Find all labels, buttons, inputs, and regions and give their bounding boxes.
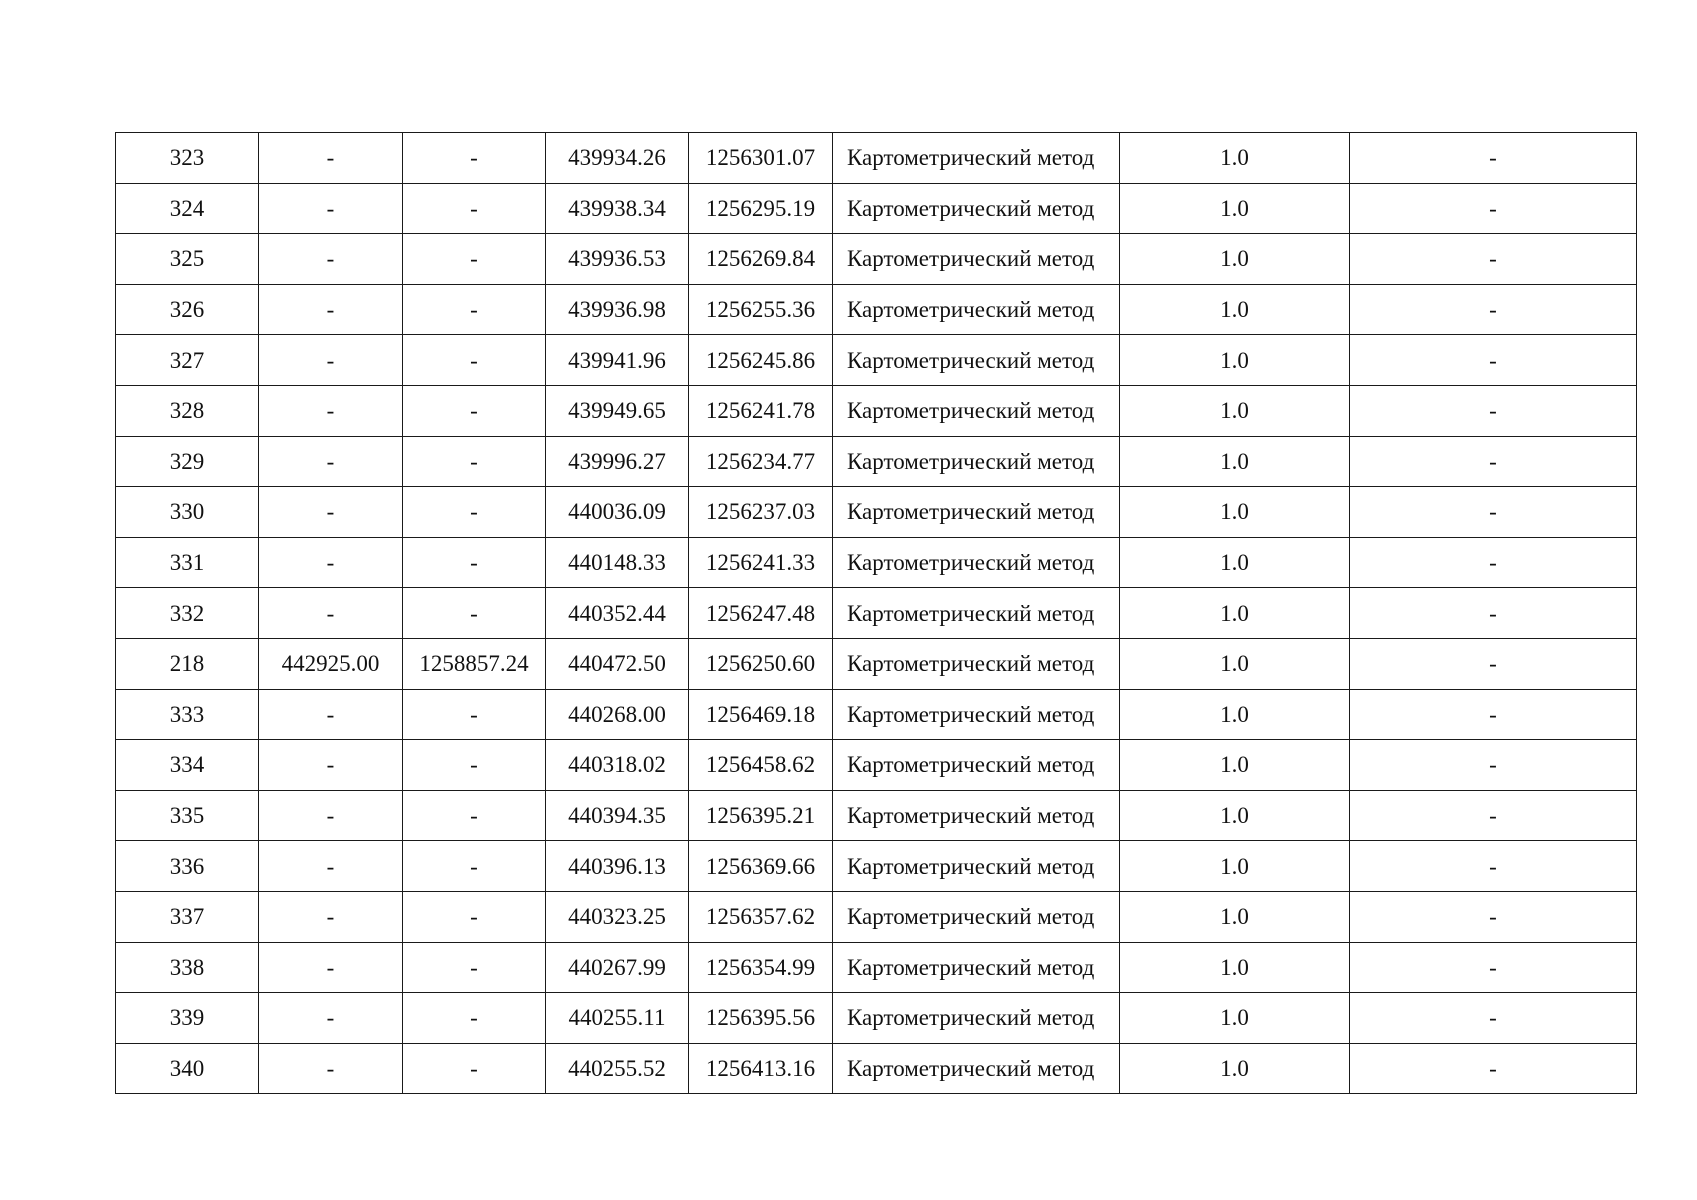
old-y-cell: -: [403, 385, 546, 436]
new-y-cell: 1256250.60: [689, 638, 833, 689]
description-cell: -: [1350, 942, 1637, 993]
description-cell: -: [1350, 183, 1637, 234]
old-x-cell: -: [259, 183, 403, 234]
accuracy-cell: 1.0: [1120, 1043, 1350, 1094]
description-cell: -: [1350, 689, 1637, 740]
method-cell: Картометрический метод: [833, 385, 1120, 436]
table-row: [116, 133, 1637, 184]
new-y-cell: 1256354.99: [689, 942, 833, 993]
new-x-cell: 439949.65: [546, 385, 689, 436]
table-row: [116, 588, 1637, 639]
description-cell: -: [1350, 537, 1637, 588]
table-row: [116, 284, 1637, 335]
method-cell: Картометрический метод: [833, 436, 1120, 487]
old-y-cell: -: [403, 993, 546, 1044]
table-row: [116, 891, 1637, 942]
new-y-cell: 1256241.78: [689, 385, 833, 436]
table-row: [116, 183, 1637, 234]
accuracy-cell: 1.0: [1120, 740, 1350, 791]
old-x-cell: 442925.00: [259, 638, 403, 689]
new-y-cell: 1256247.48: [689, 588, 833, 639]
description-cell: -: [1350, 740, 1637, 791]
old-y-cell: -: [403, 588, 546, 639]
accuracy-cell: 1.0: [1120, 436, 1350, 487]
point-number-cell: 333: [116, 689, 259, 740]
accuracy-cell: 1.0: [1120, 183, 1350, 234]
description-cell: -: [1350, 487, 1637, 538]
old-x-cell: -: [259, 284, 403, 335]
point-number-cell: 324: [116, 183, 259, 234]
point-number-cell: 330: [116, 487, 259, 538]
old-y-cell: -: [403, 133, 546, 184]
old-x-cell: -: [259, 1043, 403, 1094]
table-row: [116, 335, 1637, 386]
table-row: [116, 942, 1637, 993]
old-y-cell: -: [403, 537, 546, 588]
point-number-cell: 335: [116, 790, 259, 841]
method-cell: Картометрический метод: [833, 689, 1120, 740]
description-cell: -: [1350, 1043, 1637, 1094]
point-number-cell: 329: [116, 436, 259, 487]
new-x-cell: 440323.25: [546, 891, 689, 942]
description-cell: -: [1350, 891, 1637, 942]
new-x-cell: 440148.33: [546, 537, 689, 588]
point-number-cell: 337: [116, 891, 259, 942]
method-cell: Картометрический метод: [833, 841, 1120, 892]
point-number-cell: 334: [116, 740, 259, 791]
new-x-cell: 440472.50: [546, 638, 689, 689]
new-y-cell: 1256395.21: [689, 790, 833, 841]
old-y-cell: -: [403, 1043, 546, 1094]
old-y-cell: -: [403, 487, 546, 538]
old-x-cell: -: [259, 841, 403, 892]
table-row: [116, 234, 1637, 285]
new-x-cell: 439936.98: [546, 284, 689, 335]
method-cell: Картометрический метод: [833, 133, 1120, 184]
old-x-cell: -: [259, 385, 403, 436]
old-x-cell: -: [259, 689, 403, 740]
old-y-cell: -: [403, 790, 546, 841]
coordinates-table: [115, 132, 1637, 1094]
table-body: [116, 133, 1637, 1094]
point-number-cell: 326: [116, 284, 259, 335]
old-x-cell: -: [259, 133, 403, 184]
description-cell: -: [1350, 335, 1637, 386]
method-cell: Картометрический метод: [833, 335, 1120, 386]
new-y-cell: 1256469.18: [689, 689, 833, 740]
new-y-cell: 1256269.84: [689, 234, 833, 285]
old-y-cell: -: [403, 183, 546, 234]
new-x-cell: 440352.44: [546, 588, 689, 639]
new-y-cell: 1256301.07: [689, 133, 833, 184]
accuracy-cell: 1.0: [1120, 588, 1350, 639]
method-cell: Картометрический метод: [833, 537, 1120, 588]
new-x-cell: 440267.99: [546, 942, 689, 993]
method-cell: Картометрический метод: [833, 638, 1120, 689]
old-y-cell: -: [403, 942, 546, 993]
point-number-cell: 325: [116, 234, 259, 285]
table-row: [116, 841, 1637, 892]
new-x-cell: 440394.35: [546, 790, 689, 841]
old-y-cell: -: [403, 284, 546, 335]
accuracy-cell: 1.0: [1120, 335, 1350, 386]
description-cell: -: [1350, 588, 1637, 639]
new-x-cell: 440396.13: [546, 841, 689, 892]
old-y-cell: 1258857.24: [403, 638, 546, 689]
table-row: [116, 638, 1637, 689]
old-y-cell: -: [403, 335, 546, 386]
table-row: [116, 537, 1637, 588]
description-cell: -: [1350, 436, 1637, 487]
description-cell: -: [1350, 234, 1637, 285]
table-row: [116, 385, 1637, 436]
accuracy-cell: 1.0: [1120, 993, 1350, 1044]
new-x-cell: 439941.96: [546, 335, 689, 386]
point-number-cell: 332: [116, 588, 259, 639]
description-cell: -: [1350, 790, 1637, 841]
method-cell: Картометрический метод: [833, 1043, 1120, 1094]
new-y-cell: 1256369.66: [689, 841, 833, 892]
accuracy-cell: 1.0: [1120, 841, 1350, 892]
old-x-cell: -: [259, 790, 403, 841]
new-y-cell: 1256245.86: [689, 335, 833, 386]
new-x-cell: 440318.02: [546, 740, 689, 791]
description-cell: -: [1350, 638, 1637, 689]
new-x-cell: 439936.53: [546, 234, 689, 285]
accuracy-cell: 1.0: [1120, 891, 1350, 942]
old-x-cell: -: [259, 942, 403, 993]
new-x-cell: 439934.26: [546, 133, 689, 184]
point-number-cell: 336: [116, 841, 259, 892]
new-y-cell: 1256255.36: [689, 284, 833, 335]
point-number-cell: 331: [116, 537, 259, 588]
new-y-cell: 1256234.77: [689, 436, 833, 487]
point-number-cell: 323: [116, 133, 259, 184]
point-number-cell: 338: [116, 942, 259, 993]
description-cell: -: [1350, 133, 1637, 184]
point-number-cell: 340: [116, 1043, 259, 1094]
old-x-cell: -: [259, 234, 403, 285]
accuracy-cell: 1.0: [1120, 638, 1350, 689]
old-x-cell: -: [259, 740, 403, 791]
old-x-cell: -: [259, 993, 403, 1044]
old-x-cell: -: [259, 588, 403, 639]
table-row: [116, 993, 1637, 1044]
description-cell: -: [1350, 841, 1637, 892]
point-number-cell: 328: [116, 385, 259, 436]
table-row: [116, 740, 1637, 791]
table-row: [116, 436, 1637, 487]
new-x-cell: 439938.34: [546, 183, 689, 234]
accuracy-cell: 1.0: [1120, 133, 1350, 184]
method-cell: Картометрический метод: [833, 891, 1120, 942]
accuracy-cell: 1.0: [1120, 487, 1350, 538]
method-cell: Картометрический метод: [833, 234, 1120, 285]
point-number-cell: 218: [116, 638, 259, 689]
point-number-cell: 339: [116, 993, 259, 1044]
new-y-cell: 1256237.03: [689, 487, 833, 538]
new-x-cell: 439996.27: [546, 436, 689, 487]
table-row: [116, 1043, 1637, 1094]
accuracy-cell: 1.0: [1120, 942, 1350, 993]
new-y-cell: 1256357.62: [689, 891, 833, 942]
method-cell: Картометрический метод: [833, 284, 1120, 335]
method-cell: Картометрический метод: [833, 993, 1120, 1044]
new-y-cell: 1256241.33: [689, 537, 833, 588]
old-x-cell: -: [259, 537, 403, 588]
accuracy-cell: 1.0: [1120, 385, 1350, 436]
description-cell: -: [1350, 284, 1637, 335]
accuracy-cell: 1.0: [1120, 537, 1350, 588]
new-y-cell: 1256295.19: [689, 183, 833, 234]
old-y-cell: -: [403, 689, 546, 740]
accuracy-cell: 1.0: [1120, 689, 1350, 740]
new-x-cell: 440255.11: [546, 993, 689, 1044]
table-row: [116, 790, 1637, 841]
new-x-cell: 440268.00: [546, 689, 689, 740]
point-number-cell: 327: [116, 335, 259, 386]
accuracy-cell: 1.0: [1120, 284, 1350, 335]
new-x-cell: 440036.09: [546, 487, 689, 538]
description-cell: -: [1350, 385, 1637, 436]
old-y-cell: -: [403, 234, 546, 285]
table-row: [116, 487, 1637, 538]
accuracy-cell: 1.0: [1120, 790, 1350, 841]
old-x-cell: -: [259, 335, 403, 386]
old-y-cell: -: [403, 740, 546, 791]
method-cell: Картометрический метод: [833, 790, 1120, 841]
method-cell: Картометрический метод: [833, 740, 1120, 791]
new-x-cell: 440255.52: [546, 1043, 689, 1094]
old-y-cell: -: [403, 436, 546, 487]
table-row: [116, 689, 1637, 740]
old-x-cell: -: [259, 487, 403, 538]
method-cell: Картометрический метод: [833, 487, 1120, 538]
old-x-cell: -: [259, 891, 403, 942]
new-y-cell: 1256395.56: [689, 993, 833, 1044]
method-cell: Картометрический метод: [833, 588, 1120, 639]
old-x-cell: -: [259, 436, 403, 487]
old-y-cell: -: [403, 891, 546, 942]
method-cell: Картометрический метод: [833, 183, 1120, 234]
method-cell: Картометрический метод: [833, 942, 1120, 993]
old-y-cell: -: [403, 841, 546, 892]
new-y-cell: 1256458.62: [689, 740, 833, 791]
description-cell: -: [1350, 993, 1637, 1044]
accuracy-cell: 1.0: [1120, 234, 1350, 285]
new-y-cell: 1256413.16: [689, 1043, 833, 1094]
